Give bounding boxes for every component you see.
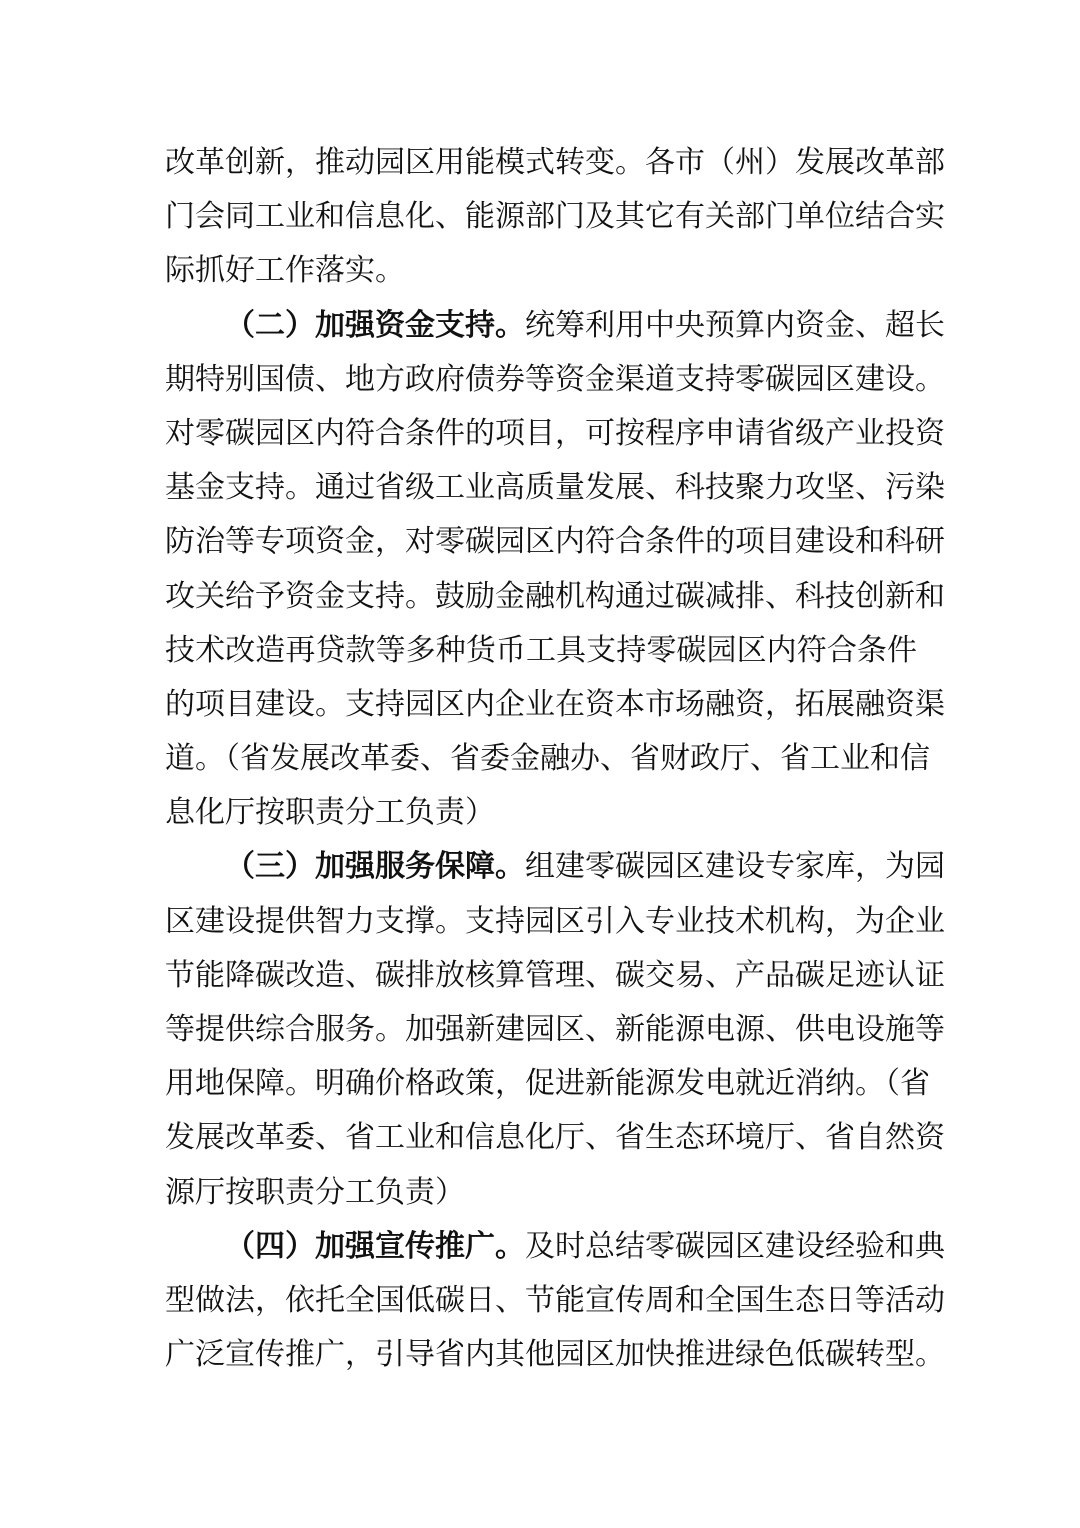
paragraph-1-line-2: 门会同工业和信息化、能源部门及其它有关部门单位结合实 [165, 199, 945, 235]
section-heading-service: （三）加强服务保障。 [225, 849, 525, 885]
paragraph-4-first-line [165, 1220, 945, 1274]
paragraph-2-line: 对零碳园区内符合条件的项目，可按程序申请省级产业投资 [165, 415, 945, 451]
paragraph-4-line: 型做法，依托全国低碳日、节能宣传周和全国生态日等活动 [165, 1282, 945, 1318]
paragraph-4-first-line-text: 及时总结零碳园区建设经验和典 [525, 1228, 945, 1264]
paragraph-3-line: 节能降碳改造、碳排放核算管理、碳交易、产品碳足迹认证 [165, 957, 945, 993]
paragraph-4-line: 广泛宣传推广，引导省内其他园区加快推进绿色低碳转型。 [165, 1337, 945, 1373]
paragraph-1-line-3: 际抓好工作落实。 [165, 253, 405, 289]
paragraph-2-line: 道。（省发展改革委、省委金融办、省财政厅、省工业和信 [165, 741, 930, 777]
paragraph-2-line: 防治等专项资金，对零碳园区内符合条件的项目建设和科研 [165, 524, 945, 560]
paragraph-2-first-line [165, 299, 945, 353]
paragraph-3-line: 等提供综合服务。加强新建园区、新能源电源、供电设施等 [165, 1012, 945, 1047]
paragraph-2-line: 的项目建设。支持园区内企业在资本市场融资，拓展融资渠 [165, 686, 945, 722]
paragraph-2-first-line-text: 统筹利用中央预算内资金、超长 [525, 307, 945, 343]
paragraph-3-line: 发展改革委、省工业和信息化厅、省生态环境厅、省自然资 [165, 1120, 945, 1156]
section-heading-funding: （二）加强资金支持。 [225, 307, 525, 343]
paragraph-2-line: 攻关给予资金支持。鼓励金融机构通过碳减排、科技创新和 [165, 578, 945, 614]
paragraph-3-line: 源厅按职责分工负责） [165, 1174, 465, 1210]
paragraph-3-line: 用地保障。明确价格政策，促进新能源发电就近消纳。（省 [165, 1066, 930, 1102]
paragraph-3-first-line-text: 组建零碳园区建设专家库，为园 [525, 849, 945, 885]
paragraph-3-first-line [165, 840, 945, 894]
section-heading-publicity: （四）加强宣传推广。 [225, 1228, 525, 1264]
paragraph-2-line: 技术改造再贷款等多种货币工具支持零碳园区内符合条件 [165, 632, 917, 668]
paragraph-2-line: 基金支持。通过省级工业高质量发展、科技聚力攻坚、污染 [165, 470, 945, 506]
document-body [165, 136, 945, 1382]
paragraph-2-line: 期特别国债、地方政府债券等资金渠道支持零碳园区建设。 [165, 361, 945, 397]
paragraph-3-line: 区建设提供智力支撑。支持园区引入专业技术机构，为企业 [165, 903, 945, 939]
paragraph-2-line: 息化厅按职责分工负责） [165, 795, 495, 831]
paragraph-1-line-1: 改革创新，推动园区用能模式转变。各市（州）发展改革部 [165, 145, 945, 180]
